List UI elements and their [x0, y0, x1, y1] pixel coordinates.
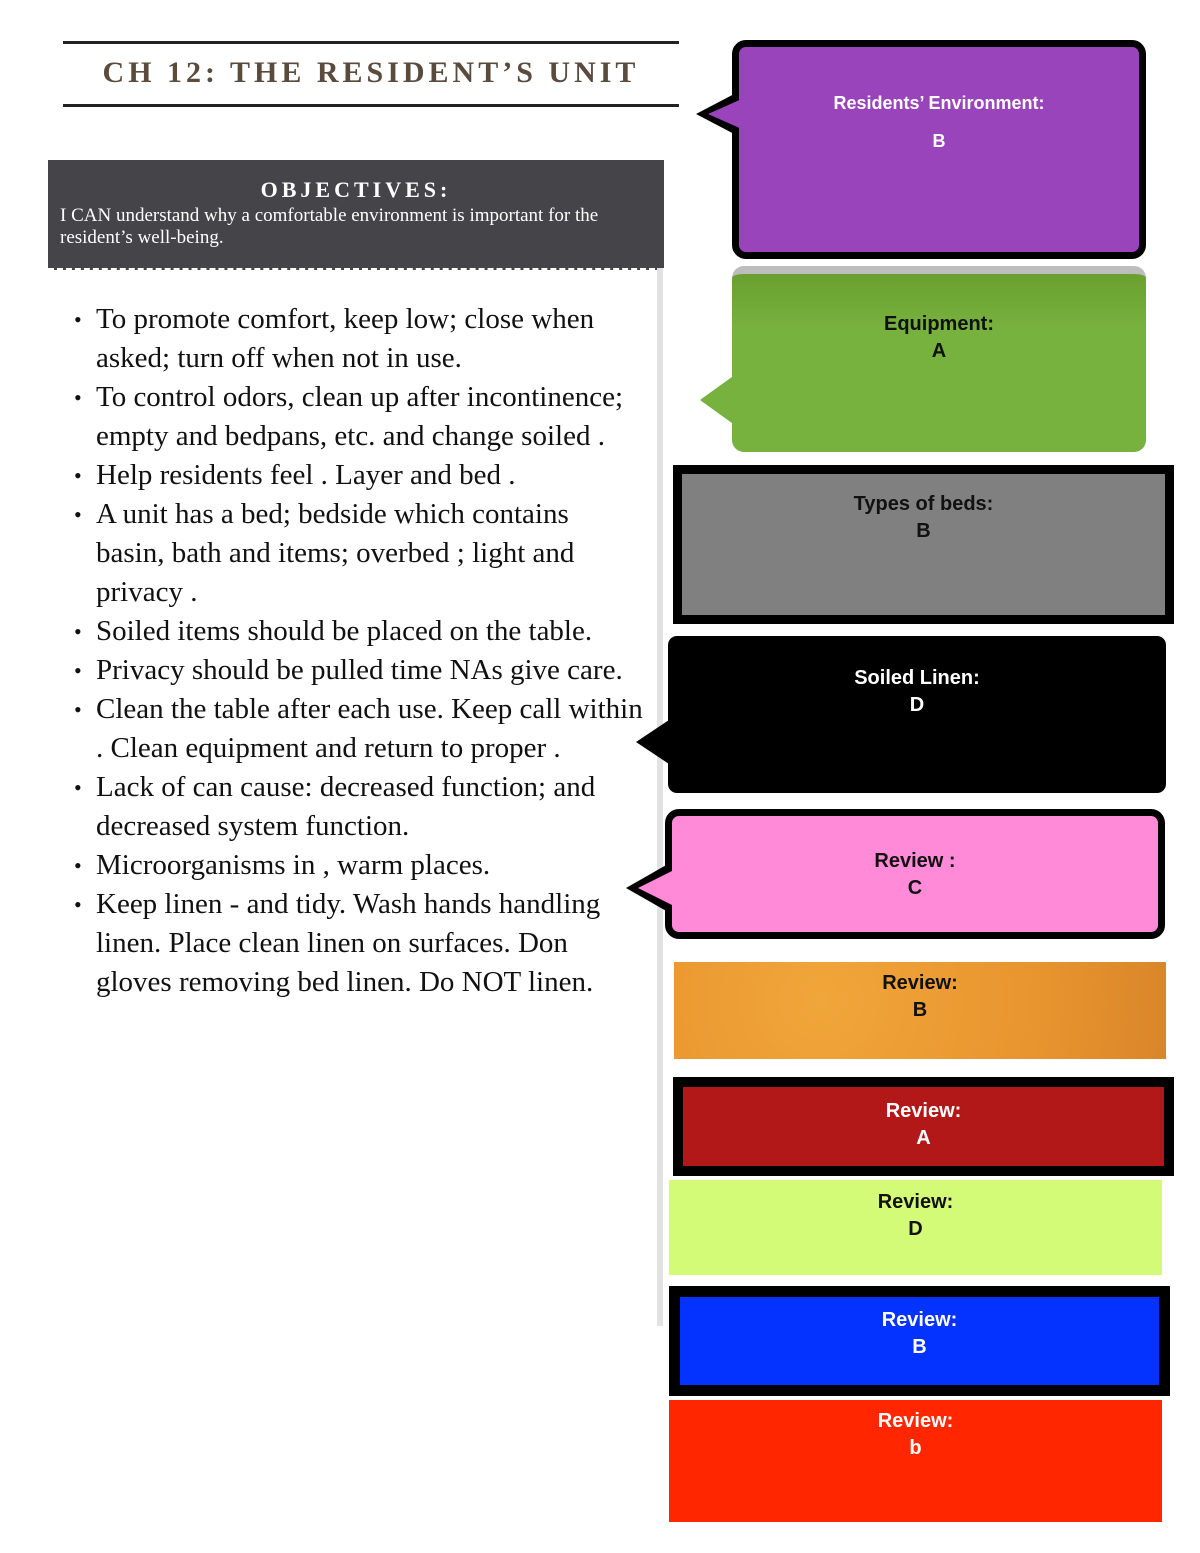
column-divider — [657, 268, 663, 1326]
title-top-rule — [63, 41, 679, 44]
objectives-heading: OBJECTIVES: — [260, 177, 452, 202]
bullet-dot: • — [74, 892, 82, 917]
answer-box-answer: b — [909, 1437, 922, 1459]
callout-pointer — [636, 718, 672, 766]
answer-box-residents-environment — [732, 40, 1146, 259]
answer-box-types-of-beds — [673, 465, 1174, 624]
list-item — [74, 495, 644, 612]
list-item — [74, 300, 644, 378]
answer-box-label: Review : — [874, 850, 956, 872]
answer-box-review-3 — [673, 1077, 1174, 1176]
answer-box-answer: B — [916, 520, 931, 542]
bullet-dot: • — [74, 775, 82, 800]
list-item — [74, 612, 644, 651]
callout-pointer — [700, 374, 736, 426]
callout-pointer-fill — [708, 98, 744, 130]
bullet-dot: • — [74, 502, 82, 527]
answer-box-answer: B — [932, 131, 946, 151]
objectives-text: I CAN understand why a comfortable environment is important for the resident’s well-being. — [60, 205, 599, 248]
callout-pointer-fill — [638, 870, 674, 906]
list-item — [74, 378, 644, 456]
answer-box-answer: B — [912, 999, 928, 1021]
bullet-dot: • — [74, 853, 82, 878]
page-title: CH 12: THE RESIDENT’S UNIT — [102, 56, 640, 89]
list-item-text: Keep linen - and tidy. Wash hands handling linen. Place clean linen on surfaces. Don gloves removing bed linen. Do NOT linen. — [96, 888, 601, 998]
answer-box-review-5 — [669, 1286, 1170, 1396]
answer-box-review-4 — [669, 1180, 1162, 1275]
answer-box-answer: A — [931, 340, 947, 362]
bullet-dot: • — [74, 697, 82, 722]
answer-box-label: Review: — [877, 1410, 954, 1432]
answer-box-answer: C — [907, 877, 923, 899]
answer-box-label: Residents’ Environment: — [833, 93, 1045, 113]
list-item-text: A unit has a bed; bedside which contains basin, bath and items; overbed ; light and privacy . — [96, 498, 575, 608]
answer-box-label: Review: — [885, 1100, 962, 1122]
list-item-text: To control odors, clean up after incontinence; empty and bedpans, etc. and change soiled . — [96, 381, 624, 452]
bullet-dot: • — [74, 307, 82, 332]
list-item-text: Soiled items should be placed on the table. — [96, 615, 593, 647]
list-item — [74, 456, 644, 495]
answer-box-review-6 — [669, 1400, 1162, 1522]
answer-box-label: Soiled Linen: — [854, 667, 980, 689]
title-bottom-rule — [63, 104, 679, 107]
answer-box-label: Types of beds: — [853, 493, 994, 515]
answer-box-equipment — [732, 266, 1146, 452]
answer-box-review-2 — [674, 962, 1166, 1059]
list-item-text: Privacy should be pulled time NAs give care. — [96, 654, 623, 686]
answer-box-review-1 — [665, 809, 1165, 939]
list-item-text: To promote comfort, keep low; close when asked; turn off when not in use. — [96, 303, 595, 374]
bullet-dot: • — [74, 619, 82, 644]
list-item — [74, 846, 644, 885]
answer-box-soiled-linen — [668, 636, 1166, 793]
answer-box-answer: D — [909, 694, 925, 716]
answer-box-answer: D — [908, 1218, 923, 1240]
answer-box-answer: B — [912, 1336, 927, 1358]
objectives-panel — [48, 160, 664, 270]
list-item-text: Help residents feel . Layer and bed . — [96, 459, 516, 491]
answer-box-label: Review: — [877, 1191, 954, 1213]
list-item — [74, 768, 644, 846]
list-item-text: Clean the table after each use. Keep call within . Clean equipment and return to proper . — [96, 693, 643, 764]
list-item — [74, 690, 644, 768]
list-item — [74, 651, 644, 690]
answer-box-label: Review: — [881, 1309, 958, 1331]
answer-box-label: Equipment: — [884, 313, 994, 335]
answer-box-label: Review: — [882, 972, 958, 994]
dashed-divider — [48, 268, 664, 271]
bullet-dot: • — [74, 658, 82, 683]
answer-box-answer: A — [916, 1127, 931, 1149]
bullet-dot: • — [74, 463, 82, 488]
notes-list — [74, 300, 644, 1002]
list-item-text: Microorganisms in , warm places. — [96, 849, 491, 881]
bullet-dot: • — [74, 385, 82, 410]
list-item — [74, 885, 644, 1002]
list-item-text: Lack of can cause: decreased function; and decreased system function. — [96, 771, 596, 842]
